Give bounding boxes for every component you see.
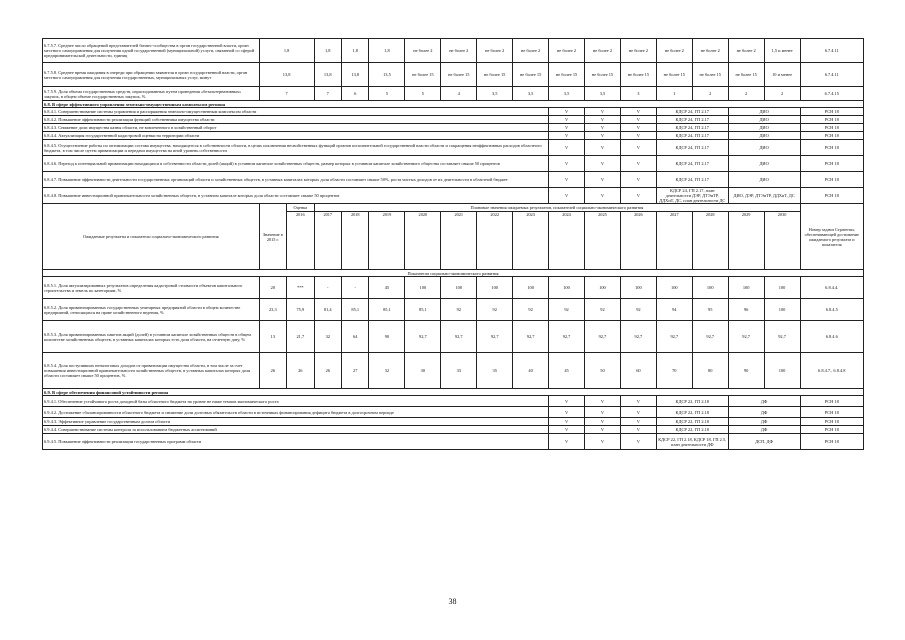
table-cell: 6.9.4.4. Совершенствование системы контроля за использованием бюджетных ассигнований bbox=[43, 426, 549, 434]
table-cell: РСН 18 bbox=[800, 140, 863, 156]
table-cell: 45 bbox=[549, 353, 585, 389]
table-cell: Ожидаемые результаты и показатели социально-экономического развития bbox=[43, 204, 260, 270]
table-cell: 64 bbox=[342, 321, 369, 353]
table-cell: 3,5 bbox=[585, 87, 621, 101]
table-cell: РСН 18 bbox=[800, 396, 863, 407]
indicator-row bbox=[43, 321, 864, 353]
table-cell: 92,7 bbox=[549, 321, 585, 353]
section-row bbox=[43, 389, 864, 396]
table-cell: 21,7 bbox=[287, 321, 314, 353]
table-cell: КДСР 22, ГП 2.18 bbox=[656, 426, 728, 434]
table-cell: 6.9.4.5. Повышение эффективности реализации государственных программ области bbox=[43, 434, 549, 450]
task-row bbox=[43, 418, 864, 426]
task-row bbox=[43, 156, 864, 172]
table-cell: 13,5 bbox=[369, 63, 405, 87]
table-cell: РСН 18 bbox=[800, 156, 863, 172]
table-cell: 3,5 bbox=[513, 87, 549, 101]
table-cell: КДСР 22, ГП 2.18 bbox=[656, 396, 728, 407]
table-cell: 100 bbox=[513, 277, 549, 299]
table-cell: 6.9.4.1. Обеспечение устойчивого роста доходной базы областного бюджета на уровне не ниже темпов экономического роста bbox=[43, 396, 549, 407]
table-cell: V bbox=[620, 140, 656, 156]
table-cell: 3,5 bbox=[549, 87, 585, 101]
task-row bbox=[43, 396, 864, 407]
table-cell: 100 bbox=[728, 277, 764, 299]
table-cell: 92,7 bbox=[477, 321, 513, 353]
table-cell: не более 15 bbox=[620, 63, 656, 87]
table-cell: 100 bbox=[764, 353, 800, 389]
table-cell: 1,8 bbox=[314, 39, 341, 63]
table-cell: 92,7 bbox=[692, 321, 728, 353]
table-cell: РСН 18 bbox=[800, 108, 863, 116]
table-cell: 6.7.5.8. Среднее время ожидания в очереди при обращении заявителя в орган государственной власти, орган местного самоуправления для получения государственных, муниципальных услуг, минут bbox=[43, 63, 260, 87]
table-cell: 92,7 bbox=[620, 321, 656, 353]
table-cell: 2018 bbox=[342, 212, 369, 270]
table-cell: 6.8.4.6. Переход к потенциальной приватизации находящихся в собственности области долей (акций) в уставном капитале хозяйственных обществ, размер которых в уставном капитале хозяйственного общества составляет свыше 50 процентов bbox=[43, 156, 549, 172]
table-cell: V bbox=[620, 156, 656, 172]
table-cell: не более 2 bbox=[656, 39, 692, 63]
table-cell: КДСР 24, ГП 2.17 bbox=[656, 140, 728, 156]
table-cell: 100 bbox=[477, 277, 513, 299]
table-cell: V bbox=[585, 132, 621, 140]
table-cell: 2 bbox=[764, 87, 800, 101]
table-cell: V bbox=[549, 156, 585, 172]
table-cell: ДИО bbox=[728, 156, 800, 172]
task-row bbox=[43, 172, 864, 188]
table-cell: 6.8.4.4. bbox=[800, 277, 863, 299]
table-cell: не более 2 bbox=[441, 39, 477, 63]
table-cell: 6.8.4.7. Повышение эффективности деятельности государственных организаций области и хозяйственных обществ, в уставных капиталах которых доля области составляет свыше 50%, роста чистых доходов от их деятельности в областной бюджет bbox=[43, 172, 549, 188]
table-cell: 1,8 bbox=[342, 39, 369, 63]
table-cell: 30 bbox=[405, 353, 441, 389]
table-cell: V bbox=[620, 407, 656, 418]
table-body bbox=[43, 39, 864, 450]
table-cell: 10 и менее bbox=[764, 63, 800, 87]
table-cell: ДИО bbox=[728, 140, 800, 156]
table-cell: V bbox=[585, 396, 621, 407]
table-cell: не более 2 bbox=[513, 39, 549, 63]
table-cell: 23,3 bbox=[259, 299, 286, 321]
table-cell: 92,7 bbox=[728, 321, 764, 353]
table-cell: V bbox=[585, 172, 621, 188]
table-cell: 13,8 bbox=[259, 63, 314, 87]
task-row bbox=[43, 132, 864, 140]
table-cell: 81,4 bbox=[314, 299, 341, 321]
table-cell: 7 bbox=[259, 87, 314, 101]
strategy-table bbox=[42, 38, 864, 450]
table-cell: 6.8.4.5. Осуществление работы по оптимизации состава имущества, находящегося в собственности области, в целях исключения несвойственных функций органов исполнительной государственной власти области и сокращения неэффективных расходов областного бюджета, в том числе путем приватизации и передачи имущества на иной уровень собственности bbox=[43, 140, 549, 156]
table-cell: 3,5 bbox=[477, 87, 513, 101]
table-cell: V bbox=[549, 396, 585, 407]
table-cell: Плановые значения ожидаемых результатов, показателей социально-экономического развития bbox=[314, 204, 800, 212]
table-cell: 2 bbox=[692, 87, 728, 101]
table-cell: 1,8 bbox=[259, 39, 314, 63]
table-cell: 6.8.4.4. Актуализация государственной кадастровой оценки на территории области bbox=[43, 132, 549, 140]
table-cell: 2030 bbox=[764, 212, 800, 270]
table-cell: V bbox=[620, 172, 656, 188]
table-cell: 2019 bbox=[369, 212, 405, 270]
table-cell: РСН 18 bbox=[800, 132, 863, 140]
table-cell: V bbox=[620, 124, 656, 132]
table-cell: V bbox=[549, 124, 585, 132]
section-row bbox=[43, 101, 864, 108]
table-cell: 6.7.4.11 bbox=[800, 63, 863, 87]
table-cell: РСН 18 bbox=[800, 116, 863, 124]
table-cell: 6.8.4.6 bbox=[800, 321, 863, 353]
table-cell: РСН 18 bbox=[800, 407, 863, 418]
table-cell: Оценка bbox=[287, 204, 314, 212]
table-cell: 1 bbox=[656, 87, 692, 101]
table-cell: 35 bbox=[477, 353, 513, 389]
table-cell: 32 bbox=[369, 353, 405, 389]
table-cell: 26 bbox=[314, 353, 341, 389]
table-cell: 92,7 bbox=[656, 321, 692, 353]
table-cell: КДСР 24, ГП 2.17 bbox=[656, 156, 728, 172]
table-cell: V bbox=[585, 426, 621, 434]
table-cell: 100 bbox=[764, 277, 800, 299]
table-cell: 96 bbox=[728, 299, 764, 321]
table-cell: 6.9. В сфере обеспечения финансовой устойчивости региона bbox=[43, 389, 864, 396]
table-cell: V bbox=[620, 132, 656, 140]
table-cell: V bbox=[549, 426, 585, 434]
table-cell: 60 bbox=[620, 353, 656, 389]
table-cell: V bbox=[585, 124, 621, 132]
table-cell: - bbox=[314, 277, 341, 299]
table-cell: *** bbox=[287, 277, 314, 299]
table-cell: 13,8 bbox=[314, 63, 341, 87]
table-cell: 6.8.5.1. Доля актуализированных результатов определения кадастровой стоимости объектов капитального строительства и земель по категориям, % bbox=[43, 277, 260, 299]
table-cell: 1,5 и менее bbox=[764, 39, 800, 63]
table-cell: 5 bbox=[405, 87, 441, 101]
table-cell: 2023 bbox=[513, 212, 549, 270]
task-row bbox=[43, 407, 864, 418]
table-cell: - bbox=[342, 277, 369, 299]
table-cell: 6.8.4.5 bbox=[800, 299, 863, 321]
table-cell: не более 15 bbox=[585, 63, 621, 87]
indicator-row bbox=[43, 299, 864, 321]
table-cell: 2028 bbox=[692, 212, 728, 270]
table-cell: не более 2 bbox=[620, 39, 656, 63]
table-cell: 7 bbox=[314, 87, 341, 101]
table-row bbox=[43, 63, 864, 87]
table-cell: не более 15 bbox=[692, 63, 728, 87]
indicators-title-row bbox=[43, 270, 864, 277]
table-cell: 85,1 bbox=[342, 299, 369, 321]
table-cell: 92 bbox=[513, 299, 549, 321]
table-cell: 33 bbox=[441, 353, 477, 389]
table-cell: 20 bbox=[259, 277, 286, 299]
table-cell: 85,1 bbox=[369, 299, 405, 321]
table-cell: 94 bbox=[656, 299, 692, 321]
table-cell: 13 bbox=[259, 321, 286, 353]
table-cell: 6.8.5.2. Доля приватизированных государственных унитарных предприятий области в общем количестве предприятий, относящихся на праве хозяйственного ведения, % bbox=[43, 299, 260, 321]
table-cell: не более 15 bbox=[477, 63, 513, 87]
table-cell: 2027 bbox=[656, 212, 692, 270]
table-cell: 2 bbox=[728, 87, 764, 101]
table-cell: V bbox=[585, 108, 621, 116]
table-cell: V bbox=[585, 116, 621, 124]
table-cell: РСН 18 bbox=[800, 124, 863, 132]
table-cell: V bbox=[585, 434, 621, 450]
table-cell: 100 bbox=[549, 277, 585, 299]
table-cell: 92 bbox=[620, 299, 656, 321]
table-cell: 45 bbox=[369, 277, 405, 299]
indicator-row bbox=[43, 353, 864, 389]
table-cell: V bbox=[585, 188, 621, 204]
table-cell: 6.8.5.3. Доля приватизированных пакетов акций (долей) в уставном капитале хозяйственных обществ в общем количестве хозяйственных обществ, в уставных капиталах которых есть доля области, на отчетную дату, % bbox=[43, 321, 260, 353]
table-cell: 2029 bbox=[728, 212, 764, 270]
table-cell: 6.8.4.2. Повышение эффективности реализации функций собственника имущества области bbox=[43, 116, 549, 124]
table-cell: КДСР 22, ГП 2.18 bbox=[656, 418, 728, 426]
table-cell: не более 2 bbox=[405, 39, 441, 63]
table-cell: 92,7 bbox=[441, 321, 477, 353]
table-cell: 26 bbox=[287, 353, 314, 389]
table-cell: V bbox=[620, 418, 656, 426]
table-cell: V bbox=[585, 418, 621, 426]
table-cell: не более 2 bbox=[692, 39, 728, 63]
table-cell: не более 15 bbox=[405, 63, 441, 87]
table-cell: 100 bbox=[585, 277, 621, 299]
table-cell: 6.8.4.7., 6.8.4.8 bbox=[800, 353, 863, 389]
table-cell: V bbox=[585, 156, 621, 172]
table-cell: 6.8.4.8. Повышение инвестиционной привлекательности хозяйственных обществ, в уставном капитале которых доля области составляет свыше 50 процентов bbox=[43, 188, 549, 204]
table-cell: ДИО, ДЭР, ДТЭиТР, ДДХиТ, ДС bbox=[728, 188, 800, 204]
table-cell: V bbox=[549, 132, 585, 140]
table-cell: 6.8.4.3. Снижение доли имущества казны области, не вовлеченного в хозяйственный оборот bbox=[43, 124, 549, 132]
table-cell: 2022 bbox=[477, 212, 513, 270]
table-cell: 50 bbox=[585, 353, 621, 389]
table-cell: КДСР 22, ГП 2.18, КДСР 18, ГП 2.5, план деятельности ДФ bbox=[656, 434, 728, 450]
task-row bbox=[43, 124, 864, 132]
table-cell: ДФ bbox=[728, 426, 800, 434]
table-cell: V bbox=[585, 407, 621, 418]
table-cell: 5 bbox=[369, 87, 405, 101]
table-cell: 92,7 bbox=[764, 321, 800, 353]
table-cell: V bbox=[549, 116, 585, 124]
table-cell: 92 bbox=[585, 299, 621, 321]
table-cell: Значение в 2015 г. bbox=[259, 204, 286, 270]
table-cell: 6.8. В сфере эффективного управления земельно-имущественным комплексом региона bbox=[43, 101, 864, 108]
table-cell: ДФ bbox=[728, 407, 800, 418]
table-cell: КДСР 24, ГП 2.17 bbox=[656, 116, 728, 124]
table-cell: 6.9.4.2. Достижение сбалансированности областного бюджета и снижение доли долговых обязательств области в источниках финансирования дефицита бюджета в долгосрочном периоде bbox=[43, 407, 549, 418]
table-cell: V bbox=[620, 396, 656, 407]
table-cell: РСН 18 bbox=[800, 188, 863, 204]
table-cell: 27 bbox=[342, 353, 369, 389]
table-cell: 6.7.4.11 bbox=[800, 39, 863, 63]
table-cell: V bbox=[620, 108, 656, 116]
table-cell: ДФ bbox=[728, 418, 800, 426]
table-cell: 2026 bbox=[620, 212, 656, 270]
table-cell: не более 15 bbox=[549, 63, 585, 87]
table-cell: V bbox=[549, 407, 585, 418]
table-cell: ДСП, ДФ bbox=[728, 434, 800, 450]
table-cell: ДИО bbox=[728, 116, 800, 124]
table-cell: 80 bbox=[692, 353, 728, 389]
table-cell: 2025 bbox=[585, 212, 621, 270]
table-cell: РСН 18 bbox=[800, 426, 863, 434]
table-cell: ДИО bbox=[728, 108, 800, 116]
table-cell: 40 bbox=[513, 353, 549, 389]
table-cell: РСН 18 bbox=[800, 434, 863, 450]
table-cell: 6.8.5.4. Доля поступивших неналоговых доходов от приватизации имущества области, в том числе за счет повышения инвестиционной привлекательности хозяйственных обществ, в уставных капиталах которых доля области составляет свыше 50 процентов, % bbox=[43, 353, 260, 389]
table-cell: 4 bbox=[441, 87, 477, 101]
table-cell: КДСР 24, ГП 2.17 bbox=[656, 172, 728, 188]
table-cell: не более 2 bbox=[477, 39, 513, 63]
table-cell: Показатели социально-экономического развития bbox=[43, 270, 864, 277]
table-cell: 2020 bbox=[405, 212, 441, 270]
table-cell: 2017 bbox=[314, 212, 341, 270]
table-cell: 6 bbox=[342, 87, 369, 101]
table-cell: V bbox=[549, 140, 585, 156]
table-cell: Номер задачи Стратегии, обеспечивающей достижение ожидаемого результата и показателя bbox=[800, 204, 863, 270]
table-cell: 70 bbox=[656, 353, 692, 389]
table-row bbox=[43, 39, 864, 63]
table-cell: КДСР 22, ГП 2.18 bbox=[656, 407, 728, 418]
table-cell: V bbox=[620, 116, 656, 124]
table-cell: 3 bbox=[620, 87, 656, 101]
table-cell: V bbox=[620, 188, 656, 204]
table-cell: не более 15 bbox=[728, 63, 764, 87]
table-cell: V bbox=[549, 418, 585, 426]
table-cell: 100 bbox=[620, 277, 656, 299]
table-cell: 13,8 bbox=[342, 63, 369, 87]
table-cell: 92,7 bbox=[585, 321, 621, 353]
table-cell: ДИО bbox=[728, 124, 800, 132]
table-cell: V bbox=[620, 426, 656, 434]
table-cell: V bbox=[549, 434, 585, 450]
table-cell: V bbox=[549, 172, 585, 188]
task-row bbox=[43, 116, 864, 124]
header-row bbox=[43, 204, 864, 212]
task-row bbox=[43, 188, 864, 204]
indicator-row bbox=[43, 277, 864, 299]
table-row bbox=[43, 87, 864, 101]
table-cell: не более 2 bbox=[728, 39, 764, 63]
table-cell: 2016 bbox=[287, 212, 314, 270]
table-cell: 1,8 bbox=[369, 39, 405, 63]
table-cell: 2024 bbox=[549, 212, 585, 270]
document-page bbox=[42, 38, 864, 450]
table-cell: 6.9.4.3. Эффективное управление государственным долгом области bbox=[43, 418, 549, 426]
table-cell: не более 15 bbox=[656, 63, 692, 87]
table-cell: V bbox=[549, 188, 585, 204]
table-cell: не более 15 bbox=[513, 63, 549, 87]
table-cell: 26 bbox=[259, 353, 286, 389]
table-cell: РСН 18 bbox=[800, 172, 863, 188]
table-cell: ДФ bbox=[728, 396, 800, 407]
table-cell: не более 2 bbox=[549, 39, 585, 63]
table-cell: 90 bbox=[728, 353, 764, 389]
task-row bbox=[43, 426, 864, 434]
table-cell: РСН 18 bbox=[800, 418, 863, 426]
table-cell: 6.8.4.1. Совершенствование системы управления и распоряжения земельно-имущественным комплексом области bbox=[43, 108, 549, 116]
table-cell: 92 bbox=[549, 299, 585, 321]
table-cell: 100 bbox=[405, 277, 441, 299]
table-cell: КДСР 24, ГП 2.17, план деятельности ДЭР, ДТЭиТР, ДДХиТ, ДС, план деятельности ДС bbox=[656, 188, 728, 204]
table-cell: 95 bbox=[692, 299, 728, 321]
table-cell: КДСР 24, ГП 2.17 bbox=[656, 124, 728, 132]
task-row bbox=[43, 108, 864, 116]
table-cell: 100 bbox=[764, 299, 800, 321]
table-cell: ДИО bbox=[728, 172, 800, 188]
page-number: 38 bbox=[448, 597, 457, 606]
task-row bbox=[43, 434, 864, 450]
table-cell: ДИО bbox=[728, 132, 800, 140]
table-cell: не более 2 bbox=[585, 39, 621, 63]
table-cell: 75,9 bbox=[287, 299, 314, 321]
table-cell: 100 bbox=[656, 277, 692, 299]
task-row bbox=[43, 140, 864, 156]
table-cell: 100 bbox=[441, 277, 477, 299]
table-cell: 32 bbox=[314, 321, 341, 353]
table-cell: КДСР 24, ГП 2.17 bbox=[656, 132, 728, 140]
table-cell: 6.7.5.9. Доля объема государственных средств, израсходованных путем проведения «безальтернативных» закупок, в общем объеме государственных закупок, % bbox=[43, 87, 260, 101]
table-cell: 92,7 bbox=[405, 321, 441, 353]
table-cell: V bbox=[549, 108, 585, 116]
table-cell: V bbox=[620, 434, 656, 450]
table-cell: V bbox=[585, 140, 621, 156]
table-cell: 6.7.4.15 bbox=[800, 87, 863, 101]
table-cell: 92,7 bbox=[513, 321, 549, 353]
table-cell: не более 15 bbox=[441, 63, 477, 87]
table-cell: 6.7.5.7. Среднее число обращений представителей бизнес-сообщества в орган государственной власти, орган местного самоуправления для получения одной государственной (муниципальной) услуги, связанной со сферой предпринимательской деятельности, единиц bbox=[43, 39, 260, 63]
table-cell: 85,1 bbox=[405, 299, 441, 321]
table-cell: 92 bbox=[477, 299, 513, 321]
table-cell: 90 bbox=[369, 321, 405, 353]
table-cell: КДСР 24, ГП 2.17 bbox=[656, 108, 728, 116]
table-cell: 2021 bbox=[441, 212, 477, 270]
table-cell: 92 bbox=[441, 299, 477, 321]
table-cell: 100 bbox=[692, 277, 728, 299]
